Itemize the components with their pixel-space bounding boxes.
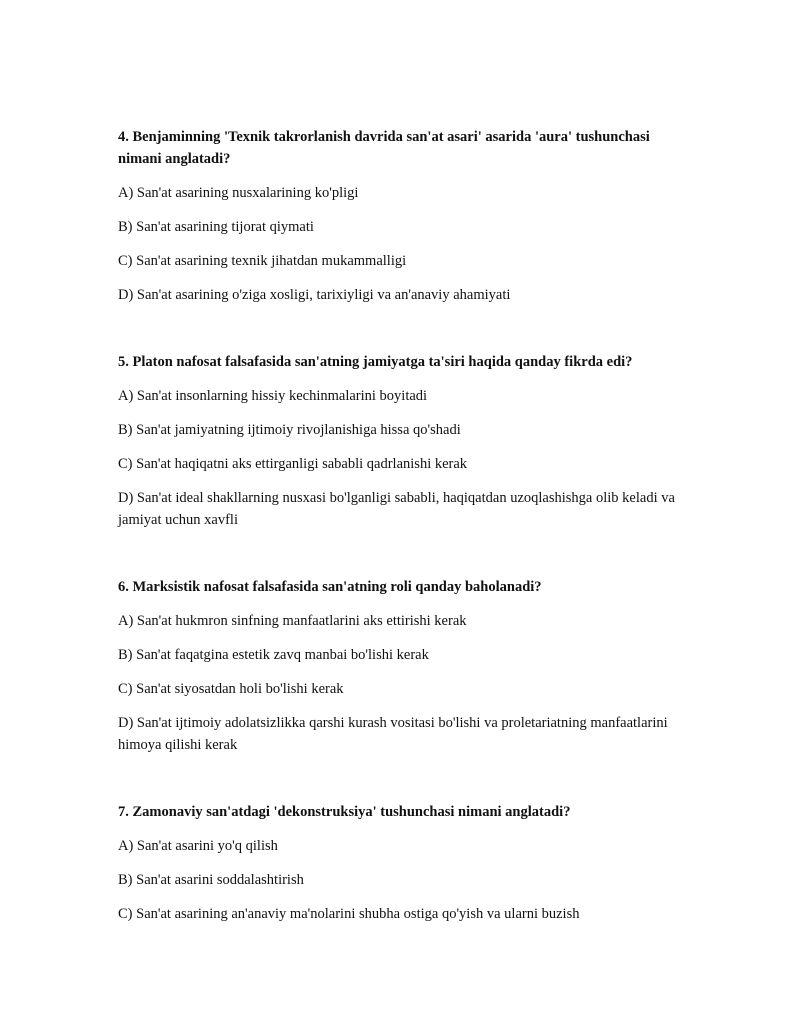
option-a: A) San'at asarining nusxalarining ko'pligi [118,185,359,201]
question-title: 5. Platon nafosat falsafasida san'atning jamiyatga ta'siri haqida qanday fikrda edi? [118,354,633,370]
option-d: D) San'at ijtimoiy adolatsizlikka qarshi kurash vositasi bo'lishi va proletariatning manfaatlarini himoya qilishi kerak [118,715,668,753]
option-d: D) San'at ideal shakllarning nusxasi bo'lganligi sababli, haqiqatdan uzoqlashishga olib keladi va jamiyat uchun xavfli [118,490,675,528]
question-title: 6. Marksistik nafosat falsafasida san'atning roli qanday baholanadi? [118,579,542,595]
question-title: 7. Zamonaviy san'atdagi 'dekonstruksiya' tushunchasi nimani anglatadi? [118,804,571,820]
option-c: C) San'at asarining an'anaviy ma'nolarini shubha ostiga qo'yish va ularni buzish [118,906,580,922]
question-4 [118,126,688,306]
option-b: B) San'at asarini soddalashtirish [118,872,304,888]
option-b: B) San'at jamiyatning ijtimoiy rivojlanishiga hissa qo'shadi [118,422,461,438]
option-c: C) San'at asarining texnik jihatdan mukammalligi [118,253,407,269]
option-c: C) San'at haqiqatni aks ettirganligi sababli qadrlanishi kerak [118,456,468,472]
option-b: B) San'at faqatgina estetik zavq manbai bo'lishi kerak [118,647,429,663]
option-b: B) San'at asarining tijorat qiymati [118,219,314,235]
question-title: 4. Benjaminning 'Texnik takrorlanish davrida san'at asari' asarida 'aura' tushunchasi nimani anglatadi? [118,129,650,167]
option-a: A) San'at hukmron sinfning manfaatlarini aks ettirishi kerak [118,613,467,629]
question-7 [118,801,688,925]
option-d: D) San'at asarining o'ziga xosligi, tarixiyligi va an'anaviy ahamiyati [118,287,511,303]
document-page [118,126,688,970]
option-a: A) San'at insonlarning hissiy kechinmalarini boyitadi [118,388,428,404]
option-c: C) San'at siyosatdan holi bo'lishi kerak [118,681,344,697]
option-a: A) San'at asarini yo'q qilish [118,838,278,854]
question-5 [118,351,688,531]
question-6 [118,576,688,756]
